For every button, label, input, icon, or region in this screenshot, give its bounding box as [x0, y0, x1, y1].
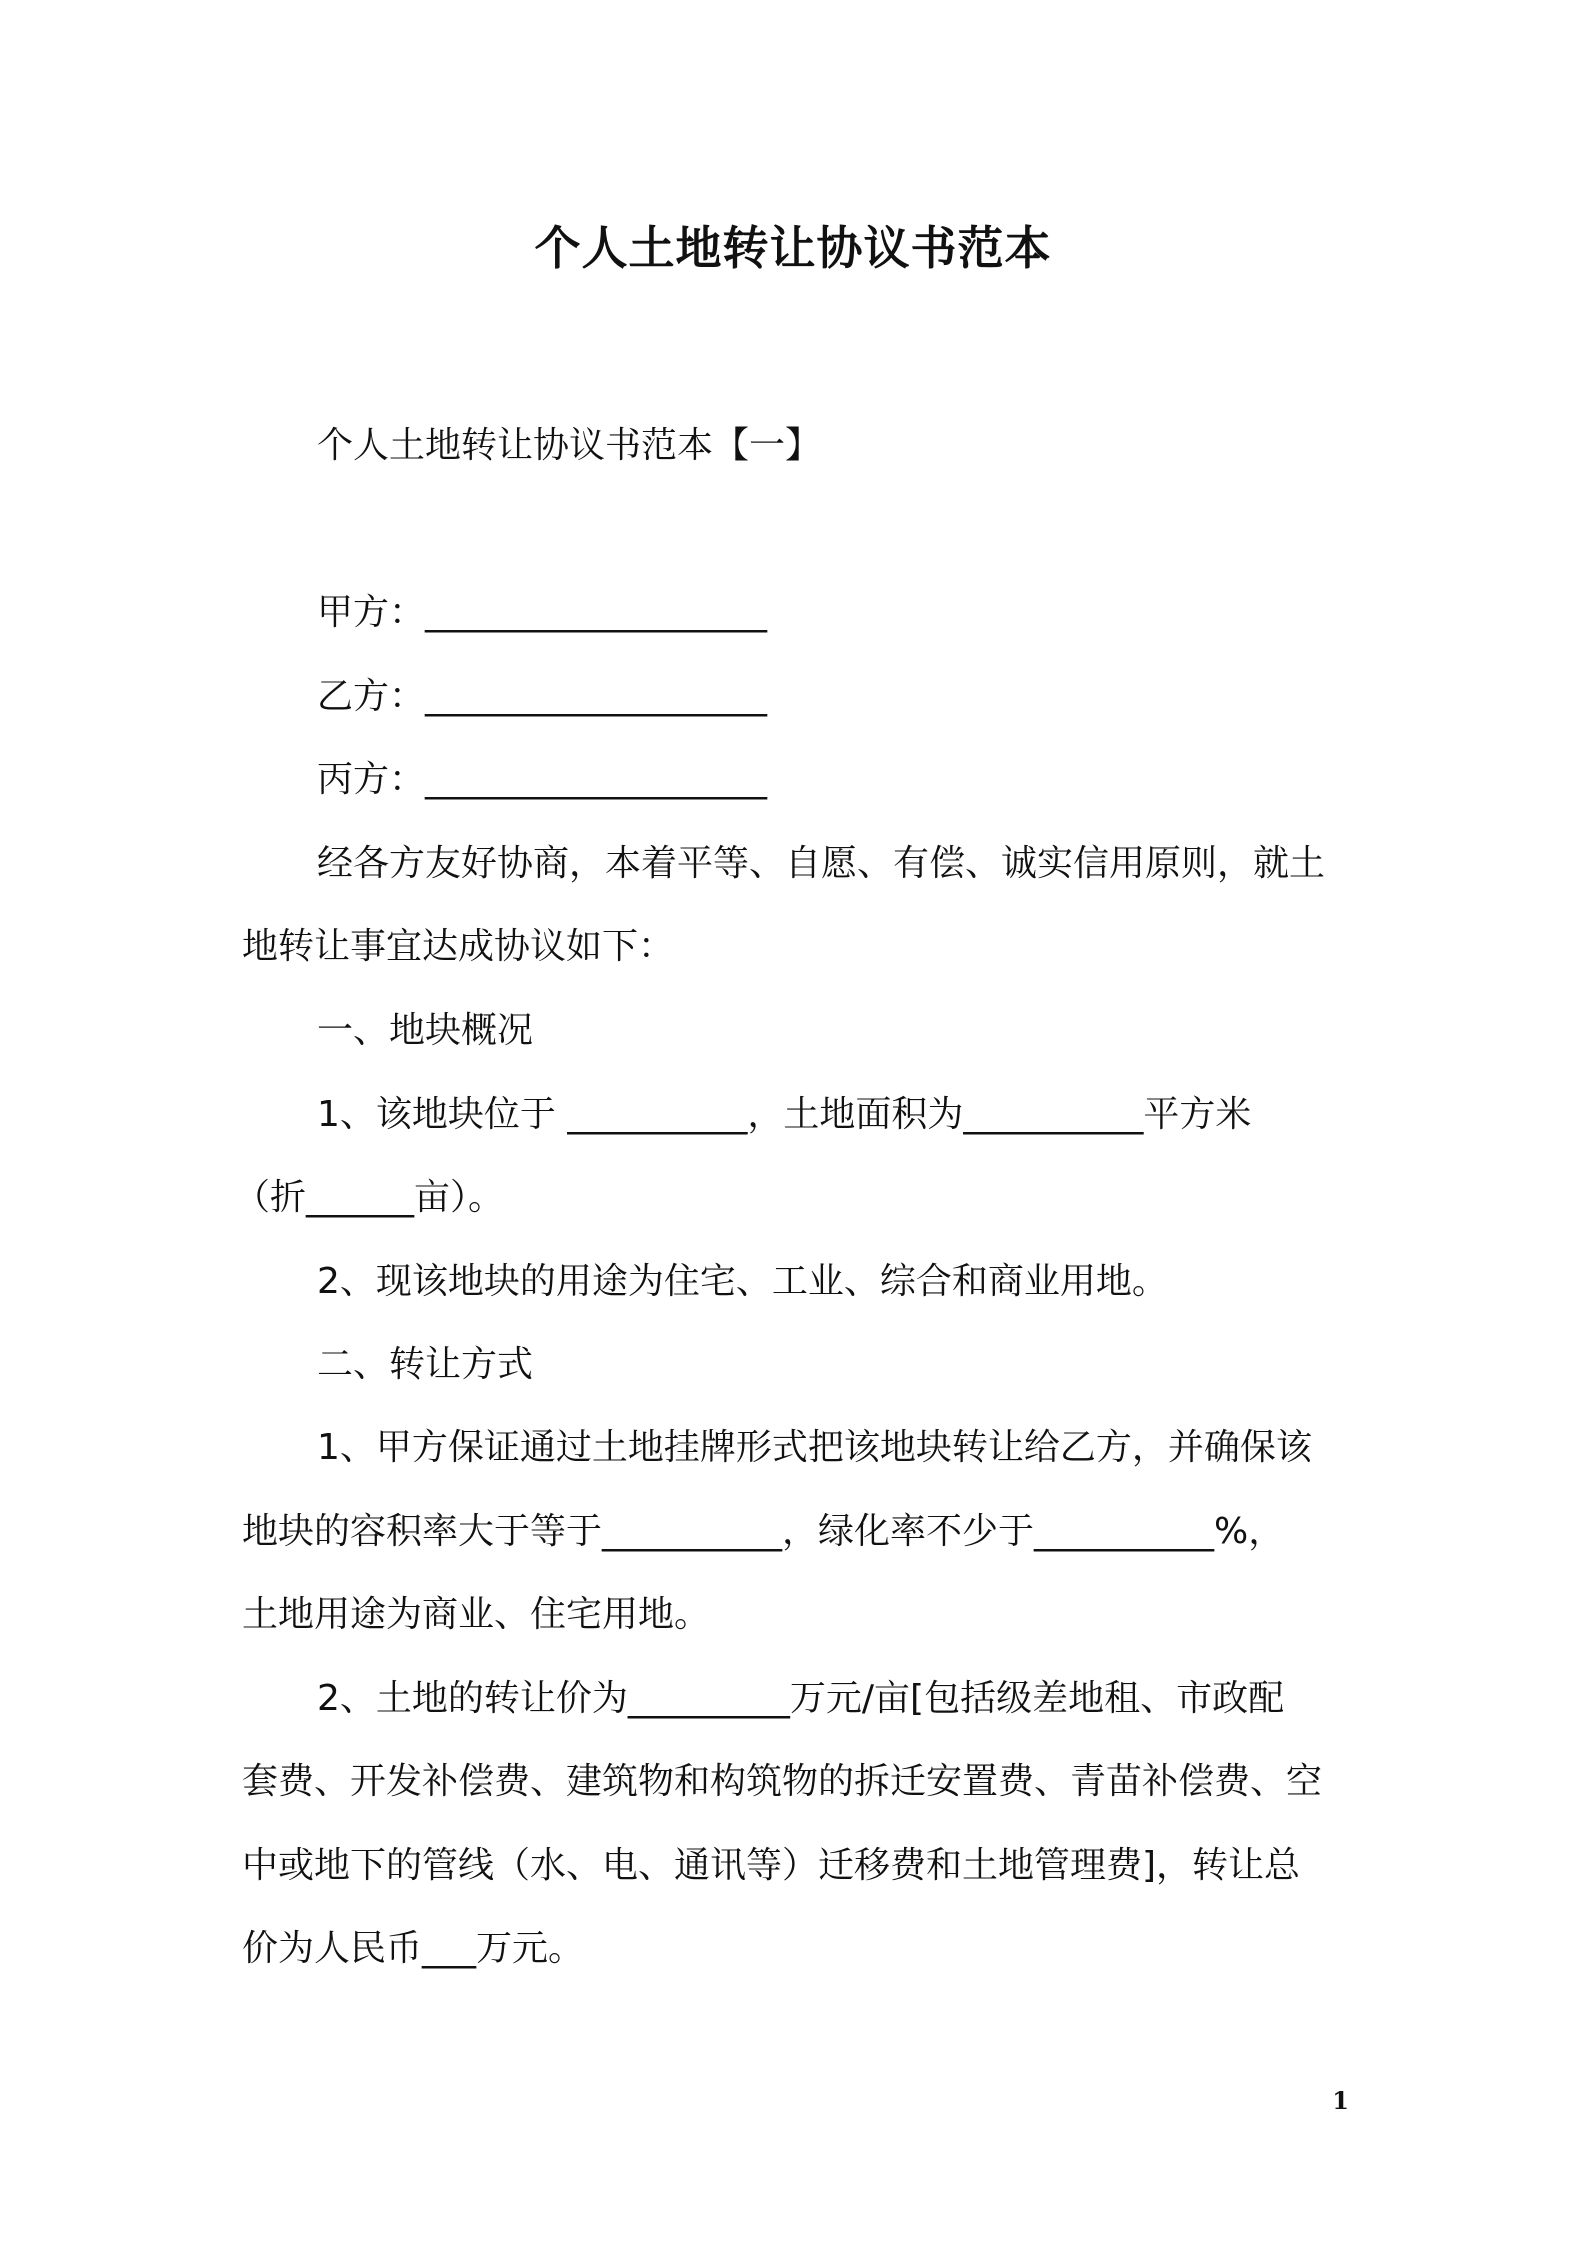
intro-paragraph-line-2: 地转让事宜达成协议如下： [242, 926, 675, 967]
party-c-line: 丙方：___________________ [317, 759, 768, 800]
section-2-item-2-line-2: 套费、开发补偿费、建筑物和构筑物的拆迁安置费、青苗补偿费、空 [242, 1761, 1323, 1802]
party-a-line: 甲方：___________________ [317, 592, 768, 633]
document-title: 个人土地转让协议书范本 [534, 221, 1052, 275]
section-1-heading: 一、地块概况 [317, 1010, 534, 1051]
section-1-item-1-line-2: （折______亩）。 [234, 1177, 505, 1218]
section-2-item-2-line-1: 2、土地的转让价为_________万元/亩[包括级差地租、市政配 [317, 1678, 1285, 1719]
page-number: 1 [1332, 2086, 1349, 2115]
section-2-item-2-line-3: 中或地下的管线（水、电、通讯等）迁移费和土地管理费]，转让总 [242, 1845, 1301, 1886]
intro-paragraph-line-1: 经各方友好协商，本着平等、自愿、有偿、诚实信用原则，就土 [317, 843, 1326, 884]
section-2-item-1-line-3: 土地用途为商业、住宅用地。 [242, 1594, 711, 1635]
section-2-item-1-line-2: 地块的容积率大于等于__________，绿化率不少于__________%， [242, 1511, 1285, 1552]
section-1-item-1-line-1: 1、该地块位于 __________，土地面积为__________平方米 [317, 1094, 1252, 1135]
section-2-item-2-line-4: 价为人民币___万元。 [242, 1928, 585, 1969]
section-2-heading: 二、转让方式 [317, 1344, 534, 1385]
section-1-item-2: 2、现该地块的用途为住宅、工业、综合和商业用地。 [317, 1261, 1168, 1302]
section-2-item-1-line-1: 1、甲方保证通过土地挂牌形式把该地块转让给乙方，并确保该 [317, 1427, 1312, 1468]
document-subtitle: 个人土地转让协议书范本【一】 [317, 425, 822, 466]
party-b-line: 乙方：___________________ [317, 676, 768, 717]
